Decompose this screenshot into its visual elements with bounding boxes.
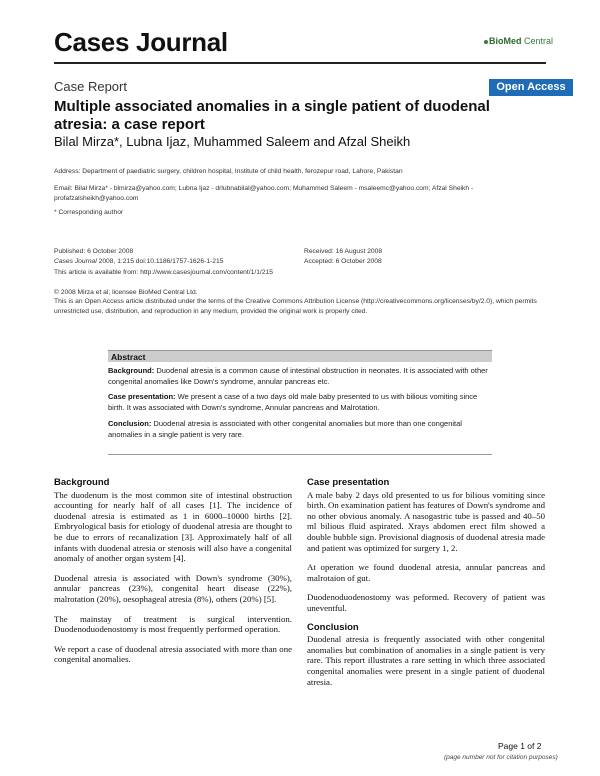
case-paragraph: A male baby 2 days old presented to us for bilious vomiting since birth. On examination patient has features of Down's syndrome and no other obvious anomaly. A nasogastric tube is passed and 40–50 ml bilious fluid aspirated. Xrays abdomen erect film showed a double bubble sign. Provisional diagnosis of duodenal atresia made and patient was optimized for surgery 1, 2. [307, 489, 545, 553]
abstract-case-text: We present a case of a two days old male baby presented to us with bilious vomiting since birth. It was associated with Down's syndrome, Annular pancreas and Malrotation. [108, 392, 478, 412]
citation-line [54, 257, 223, 267]
abstract-case-label: Case presentation: [108, 392, 176, 401]
conclusion-heading: Conclusion [307, 621, 359, 633]
article-url-link[interactable]: This article is available from: http://www.casesjournal.com/content/1/1/215 [54, 269, 273, 276]
background-paragraph: Duodenal atresia is associated with Down's syndrome (30%), annular pancreas (23%), congenital heart disease (22%), malrotation (20%), oesophageal atresia (8%), others (20%) [5]. [54, 572, 292, 604]
corresponding-author-note: * Corresponding author [54, 209, 124, 216]
case-paragraph: At operation we found duodenal atresia, annular pancreas and malrotaion of gut. [307, 562, 545, 583]
abstract-box [108, 350, 492, 464]
abstract-conclusion-label: Conclusion: [108, 419, 152, 428]
abstract-conclusion-text: Duodenal atresia is associated with other congenital anomalies but more than one congenital anomalies in a single patient is very rare. [108, 419, 462, 439]
publisher-logo [484, 36, 553, 46]
article-type: Case Report [54, 79, 127, 94]
copyright-notice: © 2008 Mirza et al; licensee BioMed Central Ltd. [54, 289, 198, 296]
case-paragraph: Duodenoduodenostomy was peformed. Recovery of patient was uneventful. [307, 592, 545, 613]
author-address: Address: Department of paediatric surgery, children hospital, Institute of child health, ferozepur road, Lahore, Pakistan [54, 168, 403, 175]
background-paragraph: The duodenum is the most common site of intestinal obstruction accounting for nearly half of all cases [1]. The incidence of duodenal atresia is estimated as 1 in 6000–10000 births [2]. Embryological basis for etiology of duodenal atresia are thought to be due to errors of recanalization [3]. Approximately half of all infants with duodenal atresia or stenosis will also have a congenital anomaly of another organ system [4]. [54, 489, 292, 564]
logo-dot-icon [484, 40, 488, 44]
author-list: Bilal Mirza*, Lubna Ijaz, Muhammed Saleem and Afzal Sheikh [54, 134, 411, 149]
page-number: Page 1 of 2 [498, 741, 542, 751]
abstract-background [108, 365, 492, 387]
case-presentation-heading: Case presentation [307, 477, 390, 488]
open-access-badge: Open Access [489, 79, 573, 96]
background-paragraph: The mainstay of treatment is surgical intervention. Duodenoduodenostomy is most frequently performed operation. [54, 613, 292, 635]
page-number-note: (page number not for citation purposes) [444, 754, 558, 761]
accepted-date: Accepted: 6 October 2008 [304, 258, 382, 265]
background-paragraph: We report a case of duodenal atresia associated with more than one congenital anomalies. [54, 643, 292, 665]
background-heading: Background [54, 477, 110, 488]
citation-details: 2008, 1:215 doi:10.1186/1757-1626-1-215 [96, 258, 224, 265]
author-emails: Email: Bilal Mirza* - blmirza@yahoo.com; Lubna Ijaz - drlubnabilal@yahoo.com; Muhammed Saleem - msaleemc@yahoo.com; Afzal Sheikh - profafzalsheikh@yahoo.com [54, 185, 474, 202]
abstract-conclusion [108, 418, 492, 440]
publisher-logo-bold: BioMed [489, 36, 522, 46]
abstract-background-text: Duodenal atresia is a common cause of intestinal obstruction in neonates. It is associated with other congenital anomalies like Down's syndrome, annular pancreas etc. [108, 366, 488, 386]
body-left-column [54, 478, 292, 674]
journal-title: Cases Journal [54, 27, 228, 57]
article-title: Multiple associated anomalies in a single patient of duodenal atresia: a case report [54, 98, 490, 133]
license-text: This is an Open Access article distributed under the terms of the Creative Commons Attribution License (http://creativecommons.org/licenses/by/2.0), which permits unrestricted use, distribution, and reproduction in any medium, provided the original work is properly cited. [54, 298, 537, 315]
received-date: Received: 16 August 2008 [304, 248, 383, 255]
header-divider [54, 62, 546, 64]
abstract-bottom-rule [108, 454, 492, 455]
published-date: Published: 6 October 2008 [54, 248, 134, 255]
conclusion-paragraph: Duodenal atresia is frequently associated with other congenital anomalies but combination of anomalies in a single patient is very rare. This report illustrates a rare setting in which three associated congenital anomalies were present in a single patient of duodenal atresia. [307, 634, 545, 687]
abstract-heading: Abstract [108, 350, 492, 362]
abstract-case-presentation [108, 391, 492, 413]
citation-journal: Cases Journal [54, 258, 97, 265]
body-right-column [307, 478, 545, 696]
abstract-background-label: Background: [108, 366, 155, 375]
publisher-logo-rest: Central [521, 36, 554, 46]
